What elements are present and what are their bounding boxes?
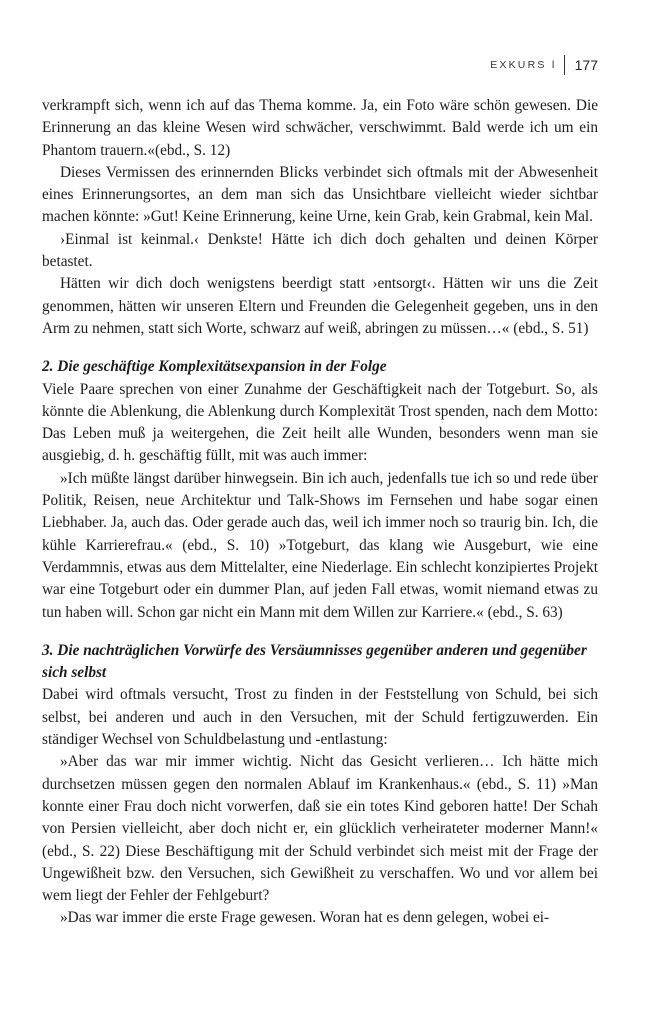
chapter-label: EXKURS (490, 59, 547, 71)
body-text (42, 95, 598, 930)
running-header (490, 55, 598, 75)
paragraph: »Aber das war mir immer wichtig. Nicht das Gesicht verlieren… Ich hätte mich durchsetzen müssen gegen den normalen Ablauf im Krankenhaus.« (ebd., S. 11) »Man konnte einer Frau doch nicht vorwerfen, daß sie ein totes Kind geboren hatte! Der Schah von Persien vielleicht, aber doch nicht er, ein glücklich verheirateter moderner Mann!« (ebd., S. 22) Diese Beschäftigung mit der Schuld verbindet sich meist mit der Frage der Ungewißheit bzw. den Versuchen, sich Gewißheit zu verschaffen. Wo und vor allem bei wem liegt der Fehler der Fehlgeburt? (42, 753, 598, 905)
paragraph: Dabei wird oftmals versucht, Trost zu finden in der Feststellung von Schuld, bei sich selbst, bei anderen und auch in den Versuchen, mit der Schuld fertigzuwerden. Ein ständiger Wechsel von Schuldbelastung und -entlastung: (42, 686, 598, 749)
paragraph: Dieses Vermissen des erinnernden Blicks verbindet sich oftmals mit der Abwesenheit eines Erinnerungsortes, an dem man sich das Unsichtbare vielleicht wieder sichtbar machen könnte: »Gut! Keine Erinnerung, keine Urne, kein Grab, kein Grabmal, kein Mal. (42, 163, 598, 226)
paragraph: »Ich müßte längst darüber hinwegsein. Bin ich auch, jedenfalls tue ich so und rede über Politik, Reisen, neue Architektur und Talk-Shows im Fernsehen und habe sogar einen Liebhaber. Ja, auch das. Oder gerade auch das, weil ich immer noch so traurig bin. Ich, die kühle Karrierefrau.« (ebd., S. 10) »Totgeburt, das klang wie Ausgeburt, wie eine Verdammnis, etwas aus dem Mittelalter, eine Niederlage. Ein schlecht konzipiertes Projekt war eine Totgeburt oder ein dummer Plan, auf jeden Fall etwas, womit niemand etwas zu tun haben will. Schon gar nicht ein Mann mit dem Willen zur Karriere.« (ebd., S. 63) (42, 469, 598, 621)
paragraph: Hätten wir dich doch wenigstens beerdigt statt ›entsorgt‹. Hätten wir uns die Zeit genommen, hätten wir unseren Eltern und Freunden die Gelegenheit gegeben, uns in den Arm zu nehmen, statt sich Worte, schwarz auf weiß, abringen zu müssen…« (ebd., S. 51) (42, 275, 598, 337)
section-heading: 2. Die geschäftige Komplexitätsexpansion in der Folge (42, 358, 387, 376)
paragraph: ›Einmal ist keinmal.‹ Denkste! Hätte ich dich doch gehalten und deinen Körper betastet. (42, 230, 598, 271)
header-divider (564, 55, 565, 75)
section-heading: 3. Die nachträglichen Vorwürfe des Versäumnisses gegenüber anderen und gegenüber sich selbst (42, 641, 587, 682)
paragraph: Viele Paare sprechen von einer Zunahme der Geschäftigkeit nach der Totgeburt. So, als könnte die Ablenkung, die Ablenkung durch Komplexität Trost spenden, nach dem Motto: Das Leben muß ja weitergehen, die Zeit heilt alle Wunden, besonders wenn man sie ausgiebig, d. h. geschäftig füllt, mit was auch immer: (42, 380, 598, 465)
paragraph: verkrampft sich, wenn ich auf das Thema komme. Ja, ein Foto wäre schön gewesen. Die Erinnerung an das kleine Wesen wird schwächer, verschwimmt. Bald werde ich um ein Phantom trauern.«(ebd., S. 12) (42, 97, 598, 159)
paragraph: »Das war immer die erste Frage gewesen. Woran hat es denn gelegen, wobei ei- (60, 909, 550, 927)
chapter-mark: I (551, 59, 555, 71)
page-number: 177 (574, 57, 598, 73)
